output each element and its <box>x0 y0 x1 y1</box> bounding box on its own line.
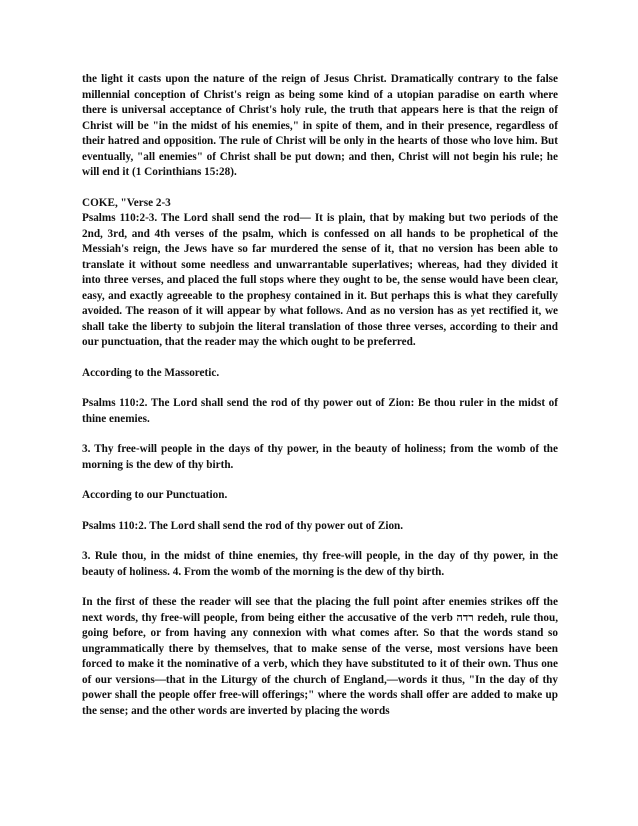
heading-massoretic: According to the Massoretic. <box>82 366 220 379</box>
heading-our-punctuation: According to our Punctuation. <box>82 489 228 501</box>
paragraph-reign-of-christ: the light it casts upon the nature of the reign of Jesus Christ. Dramatically contrary to the false millennial conception of Christ's reign as being some kind of a utopian paradise on earth where there is universal acceptance of Christ's holy rule, the truth that appears here is that the reign of Christ will be "in the midst of his enemies," in spite of them, and in their presence, regardless of their hatred and opposition. The rule of Christ will be only in the hearts of those who love him. But eventually, "all enemies" of Christ shall be put down; and then, Christ will not begin his rule; he will end it (1 Corinthians 15:28). <box>82 73 558 178</box>
paragraph-analysis: In the first of these the reader will see that the placing the full point after enemies strikes off the next words, thy free-will people, from being either the accusative of the verb רדה redeh, rule thou, going before, or from having any connexion with what comes after. So that the words stand so ungrammatically there by themselves, that to make sense of the verse, most versions have been forced to make it the nominative of a verb, which they have substituted to it of their own. Thus one of our versions—that in the Liturgy of the church of England,—words it thus, "In the day of thy power shall the people offer free-will offerings;" where the words shall offer are added to make up the sense; and the other words are inverted by placing the words <box>82 596 558 717</box>
paragraph-our-verse-3: 3. Rule thou, in the midst of thine enemies, thy free-will people, in the day of thy power, in the beauty of holiness. 4. From the womb of the morning is the dew of thy birth. <box>82 550 558 578</box>
paragraph-massoretic-verse-3: 3. Thy free-will people in the days of thy power, in the beauty of holiness; from the womb of the morning is the dew of thy birth. <box>82 443 558 471</box>
document-page <box>82 72 558 719</box>
paragraph-our-verse-2: Psalms 110:2. The Lord shall send the rod of thy power out of Zion. <box>82 519 404 532</box>
paragraph-coke-commentary: Psalms 110:2-3. The Lord shall send the rod— It is plain, that by making but two periods of the 2nd, 3rd, and 4th verses of the psalm, which is confessed on all hands to be prophetical of the Messiah's reign, the Jews have so far murdered the sense of it, that no version has been able to translate it without some needless and unwarrantable superlatives; whereas, had they divided it into three verses, and placed the full stops where they ought to be, the sense would have been clear, easy, and exactly agreeable to the prophesy contained in it. But perhaps this is what they carefully avoided. The reason of it will appear by what follows. And as no version has as yet rectified it, we shall take the liberty to subjoin the literal translation of those three verses, according to their and our punctuation, that the reader may the which ought to be preferred. <box>82 212 558 348</box>
coke-heading: COKE, "Verse 2-3 <box>82 196 171 209</box>
paragraph-massoretic-verse-2: Psalms 110:2. The Lord shall send the rod of thy power out of Zion: Be thou ruler in the midst of thine enemies. <box>82 397 558 425</box>
